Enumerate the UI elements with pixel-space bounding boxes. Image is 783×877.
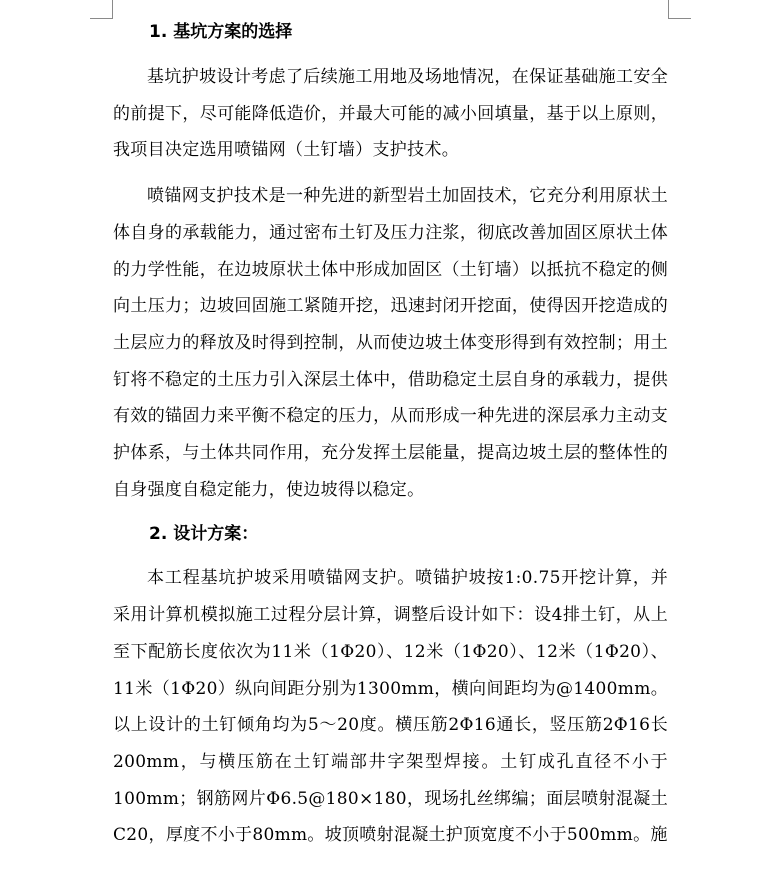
section-2-paragraph-1: 本工程基坑护坡采用喷锚网支护。喷锚护坡按1:0.75开挖计算，并采用计算机模拟施工过程分层计算，调整后设计如下：设4排土钉，从上至下配筋长度依次为11米（1Φ20）、12米（1Φ20）、12米（1Φ20）、11米（1Φ20）纵向间距分别为1300mm，横向间距均为@1400mm。以上设计的土钉倾角均为5～20度。横压筋2Φ16通长，竖压筋2Φ16长200mm，与横压筋在土钉端部井字架型焊接。土钉成孔直径不小于100mm；钢筋网片Φ6.5@180×180，现场扎丝绑编；面层喷射混凝土C20，厚度不小于80mm。坡顶喷射混凝土护顶宽度不小于500mm。施 (113, 568, 668, 846)
top-right-margin-mark (668, 0, 691, 19)
section-heading-1: 1. 基坑方案的选择 (149, 22, 293, 42)
top-left-margin-mark (90, 0, 113, 19)
section-1-paragraph-2: 喷锚网支护技术是一种先进的新型岩土加固技术，它充分利用原状土体自身的承载能力，通过密布土钉及压力注浆，彻底改善加固区原状土体的力学性能，在边坡原状土体中形成加固区（土钉墙）以抵抗不稳定的侧向土压力；边坡回固施工紧随开挖，迅速封闭开挖面，使得因开挖造成的土层应力的释放及时得到控制，从而使边坡土体变形得到有效控制；用土钉将不稳定的土压力引入深层土体中，借助稳定土层自身的承载力，提供有效的锚固力来平衡不稳定的压力，从而形成一种先进的深层承力主动支护体系，与土体共同作用，充分发挥土层能量，提高边坡土层的整体性的自身强度自稳定能力，使边坡得以稳定。 (113, 186, 668, 500)
section-heading-2: 2. 设计方案： (149, 524, 259, 545)
section-1-paragraph-1: 基坑护坡设计考虑了后续施工用地及场地情况，在保证基础施工安全的前提下，尽可能降低造价，并最大可能的减小回填量，基于以上原则，我项目决定选用喷锚网（土钉墙）支护技术。 (113, 67, 668, 161)
document-body[interactable] (113, 14, 668, 854)
